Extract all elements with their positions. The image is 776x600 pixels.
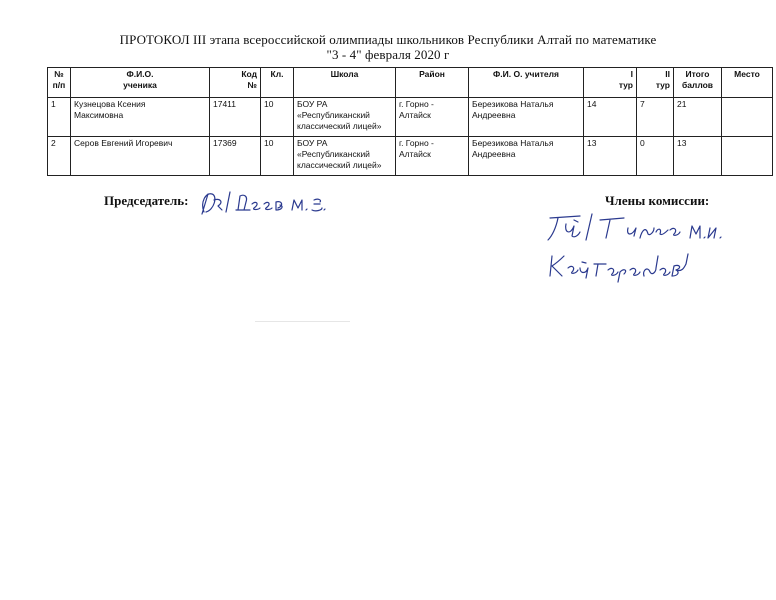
header-student-name: Ф.И.О. ученика <box>71 68 210 98</box>
member-signature-2 <box>546 250 696 284</box>
cell-student-name: Кузнецова Ксения Максимовна <box>71 98 210 137</box>
title-line-1: ПРОТОКОЛ III этапа всероссийской олимпиады школьников Республики Алтай по математике <box>119 32 657 47</box>
header-teacher: Ф.И. О. учителя <box>469 68 584 98</box>
cell-code: 17369 <box>210 137 261 176</box>
header-total: Итого баллов <box>674 68 722 98</box>
header-tour-2: II тур <box>637 68 674 98</box>
cell-total: 21 <box>674 98 722 137</box>
header-tour-1: I тур <box>584 68 637 98</box>
cell-num: 1 <box>48 98 71 137</box>
table-row <box>48 137 773 176</box>
table-row <box>48 98 773 137</box>
chairman-label: Председатель: <box>104 193 189 208</box>
cell-teacher: Березикова Наталья Андреевна <box>469 98 584 137</box>
cell-code: 17411 <box>210 98 261 137</box>
member-signature-1 <box>544 210 744 246</box>
cell-teacher: Березикова Наталья Андреевна <box>469 137 584 176</box>
header-grade: Кл. <box>261 68 294 98</box>
cell-tour-2: 0 <box>637 137 674 176</box>
cell-tour-2: 7 <box>637 98 674 137</box>
header-place: Место <box>722 68 773 98</box>
cell-grade: 10 <box>261 98 294 137</box>
header-code: Код № <box>210 68 261 98</box>
cell-district: г. Горно - Алтайск <box>396 98 469 137</box>
cell-school: БОУ РА «Республиканский классический лицей» <box>294 98 396 137</box>
faint-line <box>255 321 350 322</box>
header-district: Район <box>396 68 469 98</box>
cell-tour-1: 14 <box>584 98 637 137</box>
cell-grade: 10 <box>261 137 294 176</box>
title-line-2: "3 - 4" февраля 2020 г <box>326 47 450 62</box>
cell-num: 2 <box>48 137 71 176</box>
cell-school: БОУ РА «Республиканский классический лицей» <box>294 137 396 176</box>
header-school: Школа <box>294 68 396 98</box>
cell-place <box>722 98 773 137</box>
header-num: № п/п <box>48 68 71 98</box>
cell-student-name: Серов Евгений Игоревич <box>71 137 210 176</box>
cell-tour-1: 13 <box>584 137 637 176</box>
chairman-signature <box>196 188 336 218</box>
commission-members-label: Члены комиссии: <box>605 193 710 208</box>
cell-total: 13 <box>674 137 722 176</box>
table-header-row <box>48 68 773 98</box>
cell-place <box>722 137 773 176</box>
cell-district: г. Горно - Алтайск <box>396 137 469 176</box>
results-table <box>47 67 773 176</box>
protocol-title <box>0 32 776 62</box>
